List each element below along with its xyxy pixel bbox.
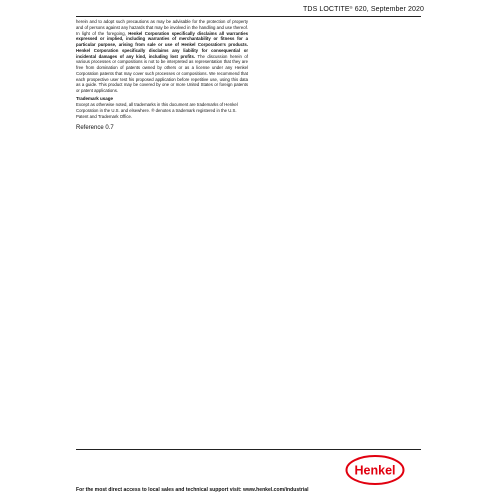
henkel-logo (345, 455, 405, 485)
document-header-title (300, 6, 424, 13)
header-title-prefix: TDS LOCTITE (303, 6, 350, 13)
disclaimer-paragraph (76, 19, 248, 94)
disclaimer-text-bold: Henkel Corporation specifically disclaims all warranties expressed or implied, including warranties of merchantability or fitness for a particular purpose, arising from sale or use of Henkel Corporation's products. Henkel Corporation specifically disclaims any liability for consequential or incidental damages of any kind, including lost profits. (76, 30, 248, 59)
trademark-text: Except as otherwise noted, all trademarks in this document are trademarks of Henkel Corporation in the U.S. and elsewhere. ® denotes a trademark registered in the U.S. Patent and Trademark Office. (76, 102, 238, 119)
footer-support-note: For the most direct access to local sales and technical support visit: www.henkel.com/industrial (76, 487, 309, 493)
trademark-heading: Trademark usage (76, 96, 114, 101)
header-divider (76, 16, 421, 17)
reference-label: Reference 0.7 (76, 125, 114, 131)
header-title-suffix: 620, September 2020 (352, 6, 424, 13)
henkel-logo-text: Henkel (354, 463, 396, 478)
registered-mark: ® (349, 5, 353, 10)
footer-divider (76, 449, 421, 450)
disclaimer-text-intro: herein and to adopt such precautions as may be advisable for the protection of property and of persons against any hazards that may be involved in the handling and use thereof. In light of the foregoing, (76, 19, 248, 36)
disclaimer-text-rest: The discussion herein of various processes or compositions is not to be interpreted as representation that they are free from domination of patents owned by others or as a license under any Henkel Corporation patents that may cover such processes or compositions. We recommend that each prospective user test his proposed application before repetitive use, using this data as a guide. This product may be covered by one or more United States or foreign patents or patent applications. (76, 53, 248, 93)
